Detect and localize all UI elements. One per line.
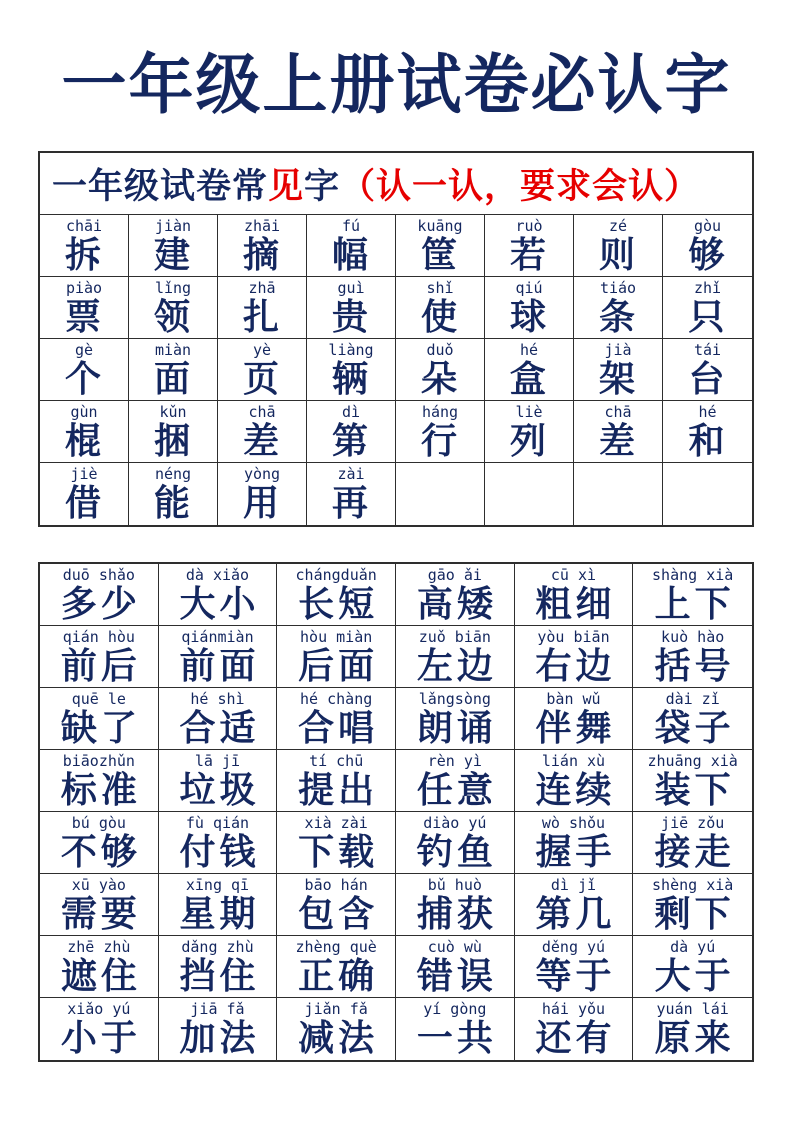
word-cell (633, 874, 752, 936)
hanzi-text: 前面 (179, 645, 260, 686)
pinyin-label: piào (65, 279, 103, 297)
pinyin-label: hòu miàn (300, 628, 373, 646)
char-cell (307, 339, 396, 401)
hanzi-text: 和 (688, 420, 727, 461)
word-cell (40, 874, 159, 936)
pinyin-label: hé shì (190, 690, 245, 708)
hanzi-text: 辆 (331, 358, 370, 399)
char-cell (218, 277, 307, 339)
hanzi-text: 等于 (535, 955, 616, 996)
pinyin-label: ruò (515, 217, 543, 235)
pinyin-label: yuán lái (656, 1000, 729, 1018)
word-cell (396, 998, 515, 1060)
pinyin-label: tái (693, 341, 722, 359)
char-cell (574, 401, 663, 463)
pinyin-label: jià (604, 341, 632, 359)
pinyin-label: fú (341, 217, 361, 235)
char-cell (307, 463, 396, 525)
pinyin-label: zhèng què (295, 938, 377, 956)
pinyin-label: liàng (328, 341, 374, 359)
pinyin-label: dǎng zhù (181, 938, 254, 956)
pinyin-label: bàn wǔ (546, 690, 601, 708)
char-cell (663, 339, 752, 401)
char-cell (396, 215, 485, 277)
char-cell (129, 277, 218, 339)
hanzi-text: 列 (509, 420, 548, 461)
word-cell (277, 688, 396, 750)
hanzi-text: 挡住 (179, 955, 260, 996)
pinyin-label: qiánmiàn (181, 628, 254, 646)
hanzi-text: 捕获 (416, 893, 497, 934)
hanzi-text: 捆 (153, 420, 192, 461)
hanzi-text: 长短 (298, 583, 379, 624)
char-cell (663, 215, 752, 277)
word-cell (396, 750, 515, 812)
hanzi-text: 筐 (420, 234, 459, 275)
heading-segment: 一年级试卷常 (52, 166, 269, 206)
pinyin-label: duǒ (426, 341, 454, 359)
word-table (40, 564, 752, 1060)
section-heading (40, 153, 752, 215)
char-cell (574, 215, 663, 277)
char-cell (574, 277, 663, 339)
char-cell (574, 339, 663, 401)
hanzi-text: 括号 (654, 645, 735, 686)
char-cell (307, 277, 396, 339)
hanzi-text: 前后 (60, 645, 141, 686)
hanzi-text: 只 (688, 296, 727, 337)
word-cell (159, 564, 278, 626)
word-cell (159, 936, 278, 998)
hanzi-text: 装下 (654, 769, 735, 810)
pinyin-label: zhuāng xià (647, 752, 738, 770)
hanzi-text: 袋子 (654, 707, 735, 748)
word-cell (515, 998, 634, 1060)
hanzi-text: 贵 (331, 296, 370, 337)
pinyin-label: lǐng (154, 279, 192, 297)
hanzi-text: 加法 (179, 1017, 260, 1058)
hanzi-text: 上下 (654, 583, 735, 624)
pinyin-label: quē le (71, 690, 126, 708)
hanzi-text: 建 (153, 234, 192, 275)
hanzi-text: 借 (64, 482, 103, 523)
word-table-section (38, 562, 754, 1062)
hanzi-text: 大小 (179, 583, 260, 624)
char-cell (218, 215, 307, 277)
word-cell (633, 626, 752, 688)
word-cell (40, 936, 159, 998)
word-cell (396, 626, 515, 688)
heading-segment: 字 (304, 166, 341, 206)
char-cell (485, 215, 574, 277)
word-cell (633, 688, 752, 750)
hanzi-text: 再 (331, 482, 370, 523)
char-cell (129, 339, 218, 401)
pinyin-label: zuǒ biān (418, 628, 491, 646)
char-cell (40, 339, 129, 401)
word-cell (515, 874, 634, 936)
hanzi-text: 够 (688, 234, 727, 275)
pinyin-label: biāozhǔn (62, 752, 135, 770)
hanzi-text: 能 (153, 482, 192, 523)
pinyin-label: dà xiǎo (185, 566, 250, 584)
word-cell (159, 998, 278, 1060)
pinyin-label: jiā fǎ (190, 1000, 245, 1018)
pinyin-label: lián xù (541, 752, 606, 770)
heading-segment: （认一认，要求会认） (340, 166, 701, 206)
char-cell (485, 463, 574, 525)
pinyin-label: hé (698, 403, 717, 421)
pinyin-label: gòu (693, 217, 722, 235)
word-cell (277, 750, 396, 812)
hanzi-text: 缺了 (60, 707, 141, 748)
pinyin-label: dì (341, 403, 361, 421)
char-cell (396, 463, 485, 525)
single-char-table (40, 215, 752, 525)
pinyin-label: chā (604, 403, 632, 421)
hanzi-text: 伴舞 (535, 707, 616, 748)
char-cell (129, 401, 218, 463)
common-chars-section (38, 151, 754, 527)
pinyin-label: fù qián (185, 814, 250, 832)
hanzi-text: 右边 (535, 645, 616, 686)
pinyin-label: shàng xià (652, 566, 734, 584)
char-cell (129, 215, 218, 277)
hanzi-text: 差 (598, 420, 637, 461)
hanzi-text: 个 (64, 358, 103, 399)
hanzi-text: 小于 (60, 1017, 141, 1058)
word-cell (633, 564, 752, 626)
char-cell (218, 463, 307, 525)
hanzi-text: 摘 (242, 234, 281, 275)
word-cell (40, 688, 159, 750)
pinyin-label: chángduǎn (295, 566, 377, 584)
hanzi-text: 左边 (416, 645, 497, 686)
hanzi-text: 星期 (179, 893, 260, 934)
word-cell (277, 812, 396, 874)
word-cell (40, 998, 159, 1060)
pinyin-label: shǐ (426, 279, 454, 297)
word-cell (277, 874, 396, 936)
char-cell (396, 339, 485, 401)
hanzi-text: 差 (242, 420, 281, 461)
pinyin-label: yòng (243, 465, 281, 483)
hanzi-text: 下载 (298, 831, 379, 872)
hanzi-text: 拆 (64, 234, 103, 275)
word-cell (396, 936, 515, 998)
word-cell (277, 998, 396, 1060)
hanzi-text: 棍 (64, 420, 103, 461)
word-cell (396, 688, 515, 750)
pinyin-label: bāo hán (304, 876, 368, 894)
pinyin-label: kuò hào (661, 628, 725, 646)
hanzi-text: 一共 (416, 1017, 497, 1058)
pinyin-label: diào yú (423, 814, 487, 832)
word-cell (40, 564, 159, 626)
pinyin-label: yí gòng (423, 1000, 487, 1018)
hanzi-text: 接走 (654, 831, 735, 872)
word-cell (159, 688, 278, 750)
hanzi-text: 页 (242, 358, 281, 399)
word-cell (159, 626, 278, 688)
hanzi-text: 剩下 (654, 893, 735, 934)
char-cell (396, 277, 485, 339)
pinyin-label: gùn (70, 403, 98, 421)
hanzi-text: 减法 (298, 1017, 379, 1058)
word-cell (515, 936, 634, 998)
page-title: 一年级上册试卷必认字 (61, 48, 732, 121)
pinyin-label: zé (608, 217, 628, 235)
hanzi-text: 包含 (298, 893, 379, 934)
pinyin-label: guì (337, 279, 365, 297)
pinyin-label: jiàn (154, 217, 192, 235)
char-cell (40, 401, 129, 463)
pinyin-label: jiǎn fǎ (304, 1000, 368, 1018)
hanzi-text: 错误 (416, 955, 497, 996)
char-cell (663, 401, 752, 463)
char-cell (40, 463, 129, 525)
char-cell (129, 463, 218, 525)
hanzi-text: 标准 (60, 769, 141, 810)
word-cell (277, 564, 396, 626)
pinyin-label: kuāng (417, 217, 463, 235)
word-cell (40, 750, 159, 812)
word-cell (633, 812, 752, 874)
hanzi-text: 盒 (509, 358, 548, 399)
pinyin-label: shèng xià (652, 876, 734, 894)
pinyin-label: qiú (515, 279, 543, 297)
char-cell (663, 277, 752, 339)
pinyin-label: jiē zǒu (661, 814, 725, 832)
word-cell (515, 564, 634, 626)
hanzi-text: 幅 (331, 234, 370, 275)
pinyin-label: hé (519, 341, 539, 359)
pinyin-label: xiǎo yú (67, 1000, 131, 1018)
word-cell (159, 812, 278, 874)
pinyin-label: tiáo (599, 279, 637, 297)
word-cell (277, 626, 396, 688)
pinyin-label: bú gòu (71, 814, 126, 832)
char-cell (485, 277, 574, 339)
pinyin-label: jiè (70, 465, 98, 483)
word-cell (515, 750, 634, 812)
hanzi-text: 使 (420, 296, 459, 337)
hanzi-text: 合唱 (298, 707, 379, 748)
char-cell (40, 277, 129, 339)
char-cell (218, 339, 307, 401)
char-cell (396, 401, 485, 463)
pinyin-label: chāi (65, 217, 103, 235)
hanzi-text: 用 (242, 482, 281, 523)
pinyin-label: dài zǐ (665, 690, 720, 708)
pinyin-label: qián hòu (62, 628, 135, 646)
hanzi-text: 多少 (60, 583, 141, 624)
hanzi-text: 正确 (298, 955, 379, 996)
heading-segment: 见 (268, 166, 305, 206)
hanzi-text: 则 (598, 234, 637, 275)
hanzi-text: 后面 (298, 645, 379, 686)
hanzi-text: 还有 (535, 1017, 616, 1058)
pinyin-label: yè (252, 341, 272, 359)
hanzi-text: 第几 (535, 893, 616, 934)
pinyin-label: wò shǒu (541, 814, 606, 832)
hanzi-text: 垃圾 (179, 769, 260, 810)
pinyin-label: zhǐ (693, 279, 722, 297)
pinyin-label: hái yǒu (541, 1000, 606, 1018)
word-cell (633, 750, 752, 812)
hanzi-text: 面 (153, 358, 192, 399)
hanzi-text: 提出 (298, 769, 379, 810)
word-cell (396, 812, 515, 874)
hanzi-text: 粗细 (535, 583, 616, 624)
hanzi-text: 任意 (416, 769, 497, 810)
word-cell (515, 812, 634, 874)
pinyin-label: gāo ǎi (427, 566, 482, 584)
pinyin-label: děng yú (541, 938, 606, 956)
pinyin-label: néng (154, 465, 192, 483)
hanzi-text: 扎 (242, 296, 281, 337)
hanzi-text: 行 (420, 420, 459, 461)
word-cell (515, 626, 634, 688)
word-cell (396, 564, 515, 626)
char-cell (663, 463, 752, 525)
pinyin-label: dà yú (670, 938, 716, 956)
hanzi-text: 连续 (535, 769, 616, 810)
hanzi-text: 付钱 (179, 831, 260, 872)
hanzi-text: 台 (688, 358, 727, 399)
word-cell (396, 874, 515, 936)
word-cell (40, 812, 159, 874)
pinyin-label: yòu biān (537, 628, 610, 646)
pinyin-label: zhē zhù (67, 938, 131, 956)
pinyin-label: xū yào (71, 876, 126, 894)
word-cell (159, 750, 278, 812)
pinyin-label: gè (74, 341, 94, 359)
hanzi-text: 条 (598, 296, 637, 337)
char-cell (574, 463, 663, 525)
hanzi-text: 不够 (60, 831, 141, 872)
pinyin-label: lā jī (194, 752, 241, 770)
hanzi-text: 原来 (654, 1017, 735, 1058)
pinyin-label: bǔ huò (427, 876, 482, 894)
pinyin-label: zhāi (243, 217, 281, 235)
hanzi-text: 领 (153, 296, 192, 337)
hanzi-text: 票 (64, 296, 103, 337)
char-cell (218, 401, 307, 463)
hanzi-text: 朵 (420, 358, 459, 399)
hanzi-text: 钓鱼 (416, 831, 497, 872)
word-cell (40, 626, 159, 688)
hanzi-text: 若 (509, 234, 548, 275)
pinyin-label: kǔn (159, 403, 187, 421)
char-cell (485, 339, 574, 401)
pinyin-label: chā (248, 403, 276, 421)
pinyin-label: miàn (154, 341, 192, 359)
char-cell (307, 215, 396, 277)
word-cell (277, 936, 396, 998)
pinyin-label: háng (421, 403, 459, 421)
hanzi-text: 合适 (179, 707, 260, 748)
char-cell (40, 215, 129, 277)
hanzi-text: 球 (509, 296, 548, 337)
pinyin-label: tí chū (309, 752, 364, 770)
word-cell (159, 874, 278, 936)
word-cell (633, 936, 752, 998)
hanzi-text: 高矮 (416, 583, 497, 624)
pinyin-label: xià zài (304, 814, 368, 832)
char-cell (307, 401, 396, 463)
pinyin-label: zài (337, 465, 365, 483)
pinyin-label: lǎngsòng (418, 690, 491, 708)
pinyin-label: rèn yì (427, 752, 482, 770)
pinyin-label: dì jǐ (550, 876, 597, 894)
pinyin-label: duō shǎo (62, 566, 135, 584)
word-cell (515, 688, 634, 750)
hanzi-text: 朗诵 (416, 707, 497, 748)
hanzi-text: 第 (331, 420, 370, 461)
word-cell (633, 998, 752, 1060)
pinyin-label: cū xì (550, 566, 597, 584)
pinyin-label: xīng qī (185, 876, 250, 894)
hanzi-text: 握手 (535, 831, 616, 872)
pinyin-label: liè (515, 403, 543, 421)
pinyin-label: hé chàng (300, 690, 373, 708)
pinyin-label: cuò wù (427, 938, 482, 956)
hanzi-text: 大于 (654, 955, 735, 996)
char-cell (485, 401, 574, 463)
hanzi-text: 架 (598, 358, 637, 399)
pinyin-label: zhā (248, 279, 276, 297)
hanzi-text: 需要 (60, 893, 141, 934)
hanzi-text: 遮住 (60, 955, 141, 996)
